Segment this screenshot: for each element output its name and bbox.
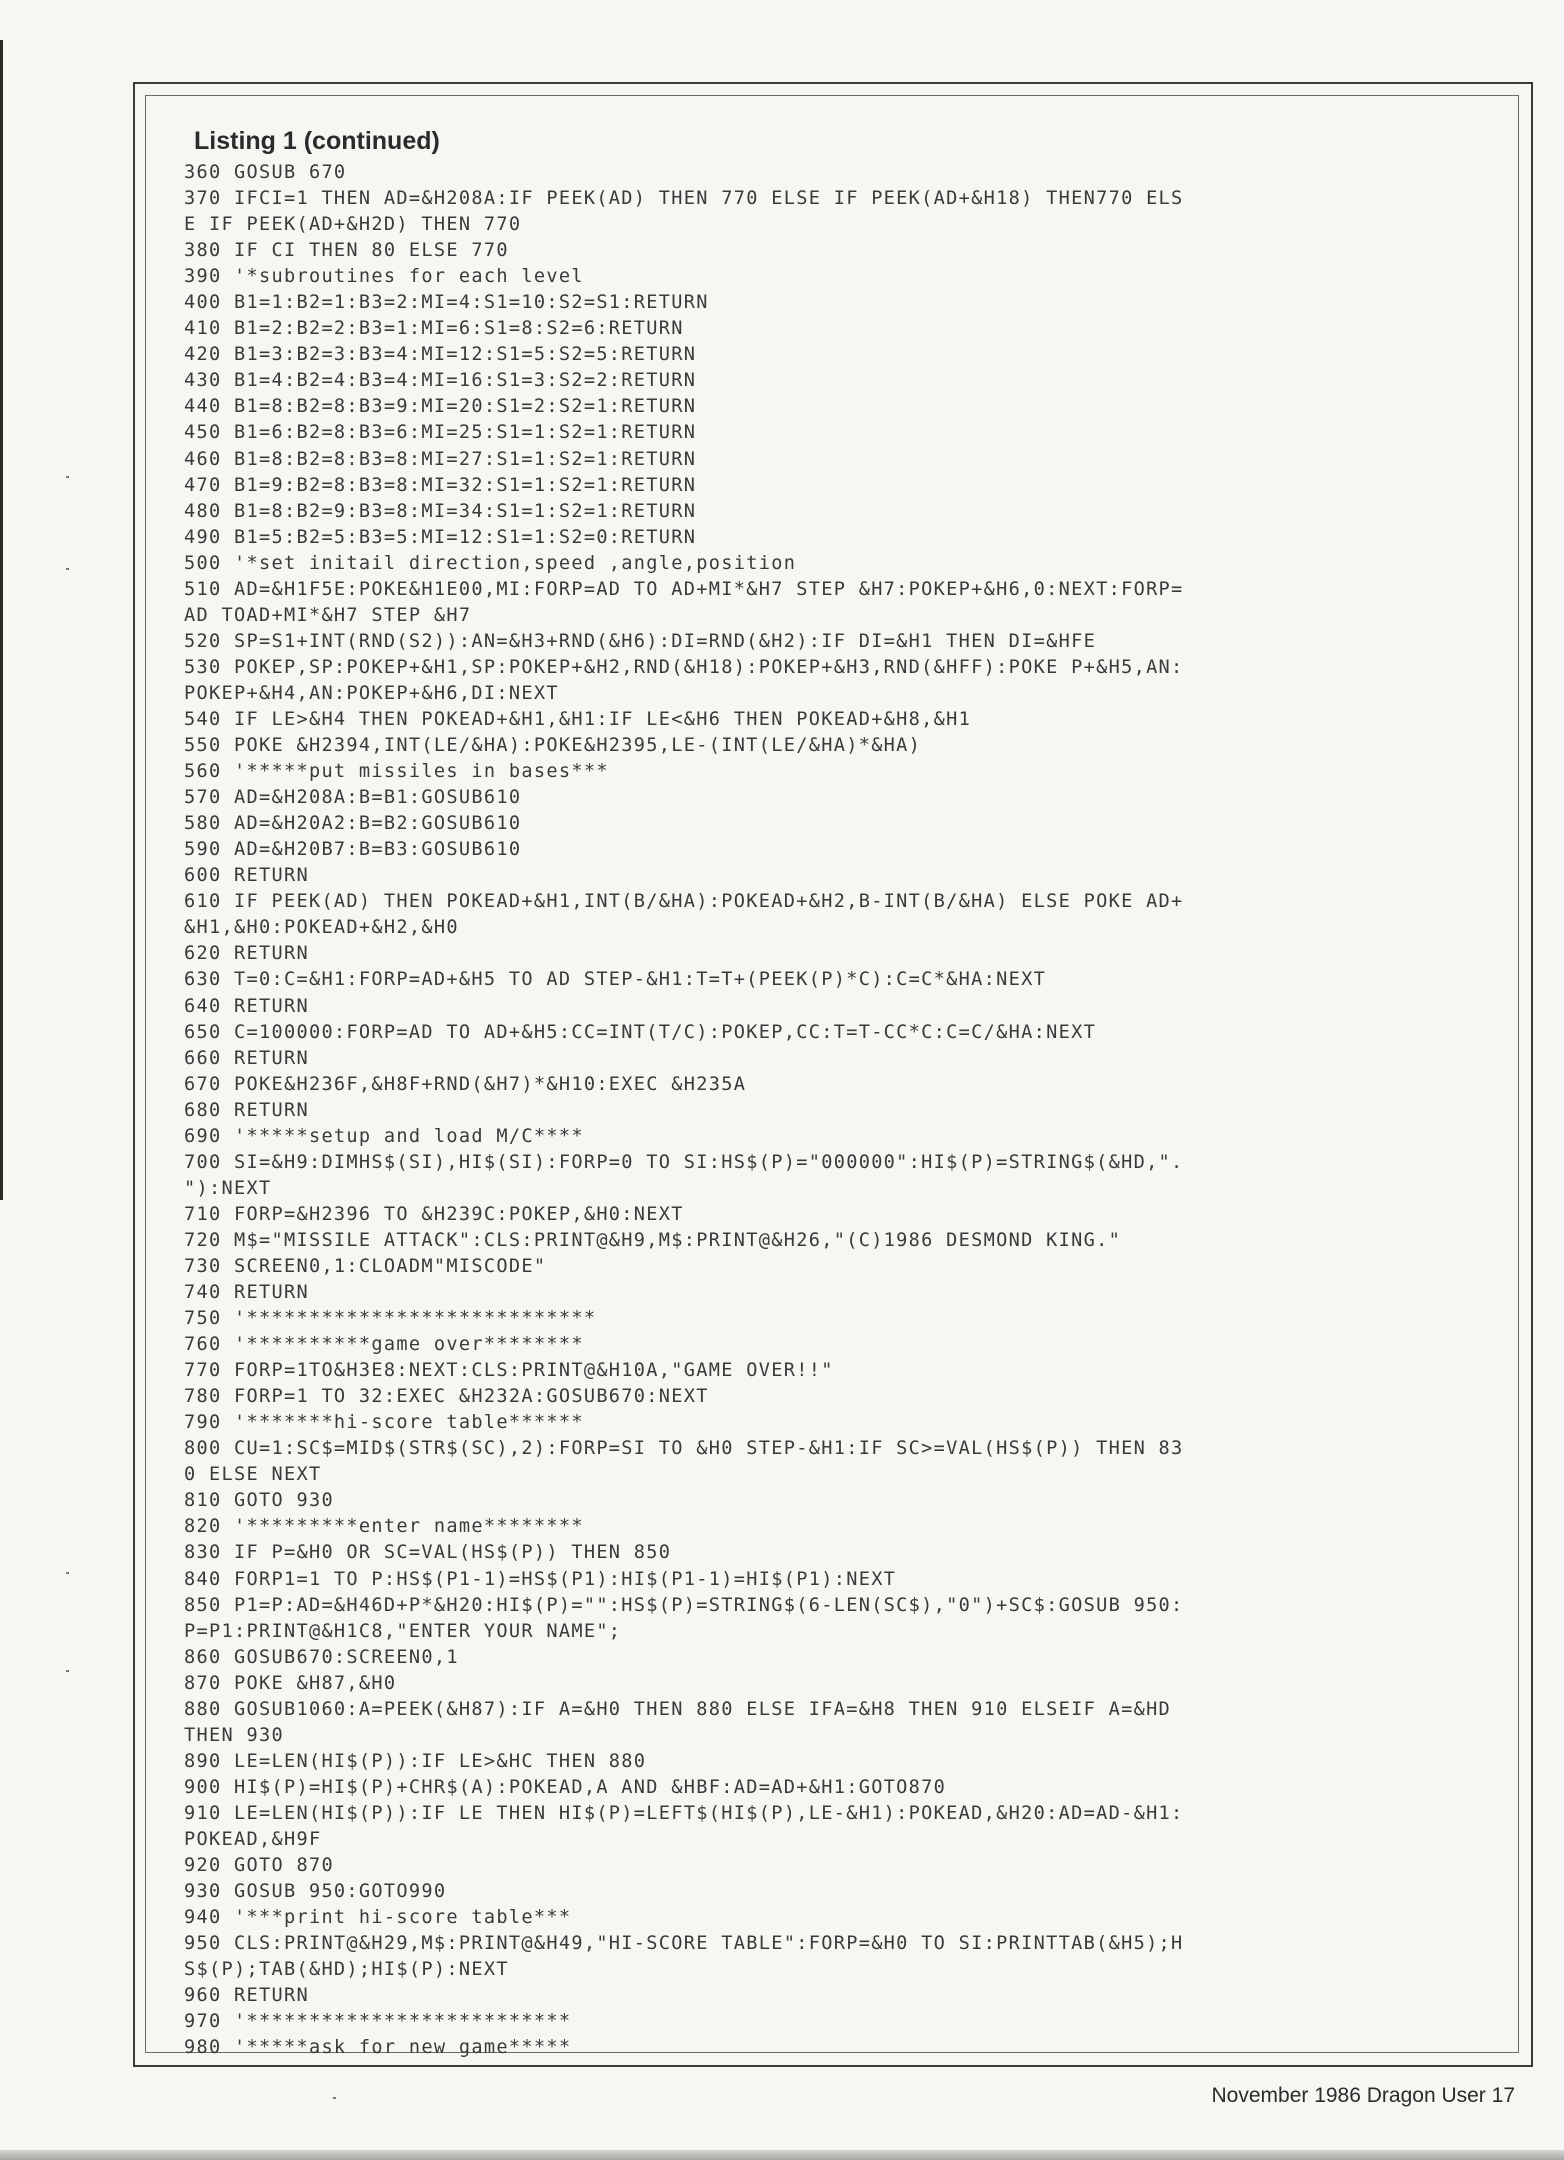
code-line: 450 B1=6:B2=8:B3=6:MI=25:S1=1:S2=1:RETURN [184, 422, 697, 444]
code-line: 610 IF PEEK(AD) THEN POKEAD+&H1,INT(B/&HA):POKEAD+&H2,B-INT(B/&HA) ELSE POKE AD+ [184, 891, 1184, 913]
code-line: 710 FORP=&H2396 TO &H239C:POKEP,&H0:NEXT [184, 1203, 684, 1225]
code-line: 530 POKEP,SP:POKEP+&H1,SP:POKEP+&H2,RND(&H18):POKEP+&H3,RND(&HFF):POKE P+&H5,AN: [184, 656, 1184, 678]
code-line: 830 IF P=&H0 OR SC=VAL(HS$(P)) THEN 850 [184, 1542, 672, 1564]
code-line: 900 HI$(P)=HI$(P)+CHR$(A):POKEAD,A AND &HBF:AD=AD+&H1:GOTO870 [184, 1776, 947, 1798]
code-line: 460 B1=8:B2=8:B3=8:MI=27:S1=1:S2=1:RETURN [184, 448, 697, 470]
code-line: 640 RETURN [184, 995, 309, 1017]
code-line: 620 RETURN [184, 943, 309, 965]
code-line: 630 T=0:C=&H1:FORP=AD+&H5 TO AD STEP-&H1:T=T+(PEEK(P)*C):C=C*&HA:NEXT [184, 969, 1047, 991]
listing-heading: Listing 1 (continued) [194, 127, 440, 155]
code-line: 760 '**********game over******** [184, 1334, 584, 1356]
code-line: 410 B1=2:B2=2:B3=1:MI=6:S1=8:S2=6:RETURN [184, 318, 684, 340]
code-line: 950 CLS:PRINT@&H29,M$:PRINT@&H49,"HI-SCORE TABLE":FORP=&H0 TO SI:PRINTTAB(&H5);H [184, 1933, 1184, 1955]
scan-speck [66, 476, 69, 478]
code-line: 490 B1=5:B2=5:B3=5:MI=12:S1=1:S2=0:RETURN [184, 526, 697, 548]
code-line: 870 POKE &H87,&H0 [184, 1672, 397, 1694]
page-footer: November 1986 Dragon User 17 [1211, 2084, 1515, 2107]
code-line: 470 B1=9:B2=8:B3=8:MI=32:S1=1:S2=1:RETURN [184, 474, 697, 496]
code-line: 940 '***print hi-score table*** [184, 1907, 572, 1929]
code-line: 420 B1=3:B2=3:B3=4:MI=12:S1=5:S2=5:RETURN [184, 344, 697, 366]
code-line: 500 '*set initail direction,speed ,angle,position [184, 552, 797, 574]
page-edge [0, 40, 3, 1200]
code-line: 680 RETURN [184, 1099, 309, 1121]
code-line: POKEP+&H4,AN:POKEP+&H6,DI:NEXT [184, 682, 559, 704]
code-line: 750 '**************************** [184, 1308, 597, 1330]
code-line: 820 '*********enter name******** [184, 1516, 584, 1538]
scan-speck [333, 2097, 336, 2099]
code-line: 440 B1=8:B2=8:B3=9:MI=20:S1=2:S2=1:RETURN [184, 396, 697, 418]
code-line: 920 GOTO 870 [184, 1855, 334, 1877]
code-line: 700 SI=&H9:DIMHS$(SI),HI$(SI):FORP=0 TO SI:HS$(P)="000000":HI$(P)=STRING$(&HD,". [184, 1151, 1184, 1173]
code-line: "):NEXT [184, 1177, 272, 1199]
code-line: 790 '*******hi-score table****** [184, 1412, 584, 1434]
code-line: 930 GOSUB 950:GOTO990 [184, 1881, 447, 1903]
code-line: THEN 930 [184, 1724, 284, 1746]
scan-speck [66, 1572, 69, 1574]
code-line: 520 SP=S1+INT(RND(S2)):AN=&H3+RND(&H6):DI=RND(&H2):IF DI=&H1 THEN DI=&HFE [184, 630, 1097, 652]
code-line: 690 '*****setup and load M/C**** [184, 1125, 584, 1147]
code-line: 0 ELSE NEXT [184, 1464, 322, 1486]
code-line: 840 FORP1=1 TO P:HS$(P1-1)=HS$(P1):HI$(P1-1)=HI$(P1):NEXT [184, 1568, 897, 1590]
code-line: 720 M$="MISSILE ATTACK":CLS:PRINT@&H9,M$:PRINT@&H26,"(C)1986 DESMOND KING." [184, 1229, 1122, 1251]
code-line: 560 '*****put missiles in bases*** [184, 761, 609, 783]
code-line: 550 POKE &H2394,INT(LE/&HA):POKE&H2395,LE-(INT(LE/&HA)*&HA) [184, 735, 922, 757]
code-line: 570 AD=&H208A:B=B1:GOSUB610 [184, 787, 522, 809]
code-line: 810 GOTO 930 [184, 1490, 334, 1512]
code-line: 590 AD=&H20B7:B=B3:GOSUB610 [184, 839, 522, 861]
code-line: 380 IF CI THEN 80 ELSE 770 [184, 240, 509, 262]
code-line: 880 GOSUB1060:A=PEEK(&H87):IF A=&H0 THEN 880 ELSE IFA=&H8 THEN 910 ELSEIF A=&HD [184, 1698, 1172, 1720]
code-line: 400 B1=1:B2=1:B3=2:MI=4:S1=10:S2=S1:RETURN [184, 292, 709, 314]
code-line: 580 AD=&H20A2:B=B2:GOSUB610 [184, 813, 522, 835]
code-line: 860 GOSUB670:SCREEN0,1 [184, 1646, 459, 1668]
page-bottom-shadow [0, 2150, 1564, 2160]
code-line: POKEAD,&H9F [184, 1829, 322, 1850]
code-line: 970 '************************** [184, 2011, 572, 2033]
code-line: &H1,&H0:POKEAD+&H2,&H0 [184, 917, 459, 939]
code-line: 670 POKE&H236F,&H8F+RND(&H7)*&H10:EXEC &H235A [184, 1073, 747, 1095]
code-line: AD TOAD+MI*&H7 STEP &H7 [184, 604, 472, 626]
code-line: 980 '*****ask for new game***** [184, 2037, 572, 2059]
code-line: S$(P);TAB(&HD);HI$(P):NEXT [184, 1959, 509, 1981]
code-line: 780 FORP=1 TO 32:EXEC &H232A:GOSUB670:NEXT [184, 1386, 709, 1408]
code-line: 600 RETURN [184, 865, 309, 887]
code-line: 390 '*subroutines for each level [184, 266, 584, 288]
scan-speck [66, 1670, 69, 1672]
code-line: P=P1:PRINT@&H1C8,"ENTER YOUR NAME"; [184, 1620, 622, 1642]
code-line: 960 RETURN [184, 1985, 309, 2007]
code-line: 660 RETURN [184, 1047, 309, 1069]
code-line: 850 P1=P:AD=&H46D+P*&H20:HI$(P)="":HS$(P)=STRING$(6-LEN(SC$),"0")+SC$:GOSUB 950: [184, 1594, 1184, 1616]
code-line: 770 FORP=1TO&H3E8:NEXT:CLS:PRINT@&H10A,"GAME OVER!!" [184, 1360, 834, 1382]
code-line: 800 CU=1:SC$=MID$(STR$(SC),2):FORP=SI TO &H0 STEP-&H1:IF SC>=VAL(HS$(P)) THEN 83 [184, 1438, 1184, 1460]
scan-speck [66, 568, 69, 570]
code-line: 480 B1=8:B2=9:B3=8:MI=34:S1=1:S2=1:RETURN [184, 500, 697, 522]
code-line: 370 IFCI=1 THEN AD=&H208A:IF PEEK(AD) THEN 770 ELSE IF PEEK(AD+&H18) THEN770 ELS [184, 188, 1184, 210]
code-line: E IF PEEK(AD+&H2D) THEN 770 [184, 214, 522, 236]
code-listing [184, 160, 1474, 2061]
code-line: 890 LE=LEN(HI$(P)):IF LE>&HC THEN 880 [184, 1750, 647, 1772]
code-line: 740 RETURN [184, 1282, 309, 1304]
code-line: 430 B1=4:B2=4:B3=4:MI=16:S1=3:S2=2:RETURN [184, 370, 697, 392]
code-line: 650 C=100000:FORP=AD TO AD+&H5:CC=INT(T/C):POKEP,CC:T=T-CC*C:C=C/&HA:NEXT [184, 1021, 1097, 1043]
code-line: 730 SCREEN0,1:CLOADM"MISCODE" [184, 1255, 547, 1277]
code-line: 360 GOSUB 670 [184, 162, 347, 183]
code-line: 510 AD=&H1F5E:POKE&H1E00,MI:FORP=AD TO AD+MI*&H7 STEP &H7:POKEP+&H6,0:NEXT:FORP= [184, 578, 1184, 600]
code-line: 910 LE=LEN(HI$(P)):IF LE THEN HI$(P)=LEFT$(HI$(P),LE-&H1):POKEAD,&H20:AD=AD-&H1: [184, 1802, 1184, 1824]
code-line: 540 IF LE>&H4 THEN POKEAD+&H1,&H1:IF LE<&H6 THEN POKEAD+&H8,&H1 [184, 708, 972, 730]
